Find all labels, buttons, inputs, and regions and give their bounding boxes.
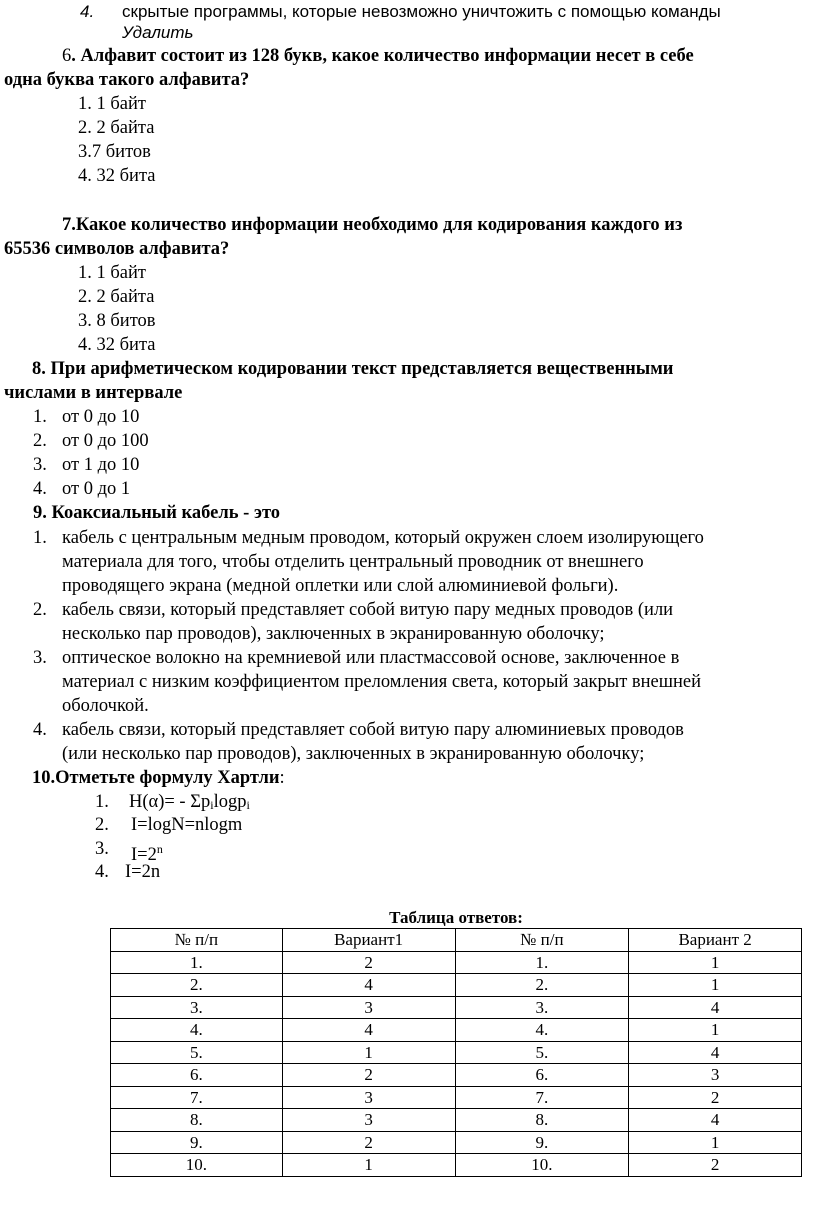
table-cell: 4. (455, 1019, 629, 1042)
table-cell: 1 (629, 951, 802, 974)
table-row (111, 1041, 802, 1064)
table-row (111, 1019, 802, 1042)
q9-option-text: (или несколько пар проводов), заключенных в экранированную оболочку; (62, 744, 645, 764)
q10-heading (32, 766, 285, 790)
q7-line1: 7.Какое количество информации необходимо для кодирования каждого из (62, 215, 683, 235)
q8-option-number: 3. (33, 455, 47, 475)
table-row (111, 1086, 802, 1109)
table-cell: 9. (455, 1131, 629, 1154)
q7-option: 2. 2 байта (78, 287, 155, 307)
q9-option-number: 1. (33, 528, 47, 548)
q9-option-text: материал с низким коэффициентом преломления света, который закрыт внешней (62, 672, 702, 692)
header-cell: Вариант1 (282, 929, 455, 952)
table-cell: 4. (111, 1019, 283, 1042)
table-cell: 4 (282, 1019, 455, 1042)
q4-number: 4. (80, 2, 95, 21)
table-cell: 6. (111, 1064, 283, 1087)
table-cell: 3. (455, 996, 629, 1019)
q10-option-number: 2. (95, 815, 109, 835)
table-cell: 3 (282, 1109, 455, 1132)
answers-table (110, 928, 802, 1177)
q8-option-text: от 0 до 100 (62, 431, 149, 451)
q10-title: 10.Отметьте формулу Хартли (32, 768, 280, 788)
table-cell: 4 (629, 1109, 802, 1132)
q9-option-text: оболочкой. (62, 696, 149, 716)
q9-option-text: материала для того, чтобы отделить центральный проводник от внешнего (62, 552, 644, 572)
q8-option-text: от 0 до 1 (62, 479, 131, 499)
table-row (111, 951, 802, 974)
table-cell: 7. (111, 1086, 283, 1109)
q6-option: 2. 2 байта (78, 118, 155, 138)
q9-option-number: 2. (33, 600, 47, 620)
q8-option-text: от 1 до 10 (62, 455, 140, 475)
q10-option-number: 3. (95, 839, 109, 859)
table-cell: 9. (111, 1131, 283, 1154)
table-cell: 2 (282, 951, 455, 974)
table-cell: 4 (282, 974, 455, 997)
table-cell: 3 (282, 1086, 455, 1109)
q8-option-text: от 0 до 10 (62, 407, 140, 427)
q7-option: 1. 1 байт (78, 263, 146, 283)
table-cell: 2 (629, 1086, 802, 1109)
table-cell: 1 (629, 1131, 802, 1154)
table-row (111, 1154, 802, 1177)
table-cell: 4 (629, 996, 802, 1019)
table-cell: 1. (455, 951, 629, 974)
q10-option-formula: $I=2^n$ (131, 842, 163, 865)
q9-option-text: кабель с центральным медным проводом, который окружен слоем изолирующего (62, 528, 704, 548)
q6-option: 1. 1 байт (78, 94, 146, 114)
table-cell: 7. (455, 1086, 629, 1109)
q9-option-text: проводящего экрана (медной оплетки или слой алюминиевой фольги). (62, 576, 619, 596)
q10-option-formula: $H(\alpha)= - \Sigma p_i\log p_i$ (129, 792, 250, 812)
answers-header-row (111, 929, 802, 952)
table-cell: 1 (629, 974, 802, 997)
q8-option-number: 4. (33, 479, 47, 499)
q6-number: 6 (62, 46, 72, 66)
q9-option-number: 3. (33, 648, 47, 668)
table-cell: 5. (455, 1041, 629, 1064)
table-cell: 4 (629, 1041, 802, 1064)
q6-heading (62, 44, 694, 68)
table-cell: 5. (111, 1041, 283, 1064)
q10-option-formula: I=2n (125, 862, 161, 882)
table-cell: 8. (111, 1109, 283, 1132)
q10-option-number: 1. (95, 792, 109, 812)
table-cell: 1 (282, 1041, 455, 1064)
q9-option-number: 4. (33, 720, 47, 740)
table-row (111, 1064, 802, 1087)
table-cell: 2 (629, 1154, 802, 1177)
q6-line1: . Алфавит состоит из 128 букв, какое количество информации несет в себе (71, 46, 694, 66)
table-cell: 2 (282, 1064, 455, 1087)
table-cell: 8. (455, 1109, 629, 1132)
q10-option-formula: I=logN=nlogm (131, 815, 243, 835)
q9-title: 9. Коаксиальный кабель - это (33, 503, 281, 523)
answers-body (111, 951, 802, 1176)
table-row (111, 1131, 802, 1154)
answers-caption: Таблица ответов: (389, 908, 523, 927)
q7-line2: 65536 символов алфавита? (4, 239, 230, 259)
table-row (111, 996, 802, 1019)
header-cell: Вариант 2 (629, 929, 802, 952)
table-cell: 2 (282, 1131, 455, 1154)
q6-option: 4. 32 бита (78, 166, 156, 186)
q9-option-text: несколько пар проводов), заключенных в экранированную оболочку; (62, 624, 605, 644)
table-cell: 3. (111, 996, 283, 1019)
table-cell: 2. (111, 974, 283, 997)
q6-option: 3.7 битов (78, 142, 151, 162)
table-cell: 10. (111, 1154, 283, 1177)
q10-option-number: 4. (95, 862, 109, 882)
table-cell: 1 (282, 1154, 455, 1177)
table-cell: 10. (455, 1154, 629, 1177)
q7-option: 4. 32 бита (78, 335, 156, 355)
q8-option-number: 1. (33, 407, 47, 427)
table-cell: 6. (455, 1064, 629, 1087)
table-row (111, 1109, 802, 1132)
table-cell: 3 (282, 996, 455, 1019)
table-cell: 1 (629, 1019, 802, 1042)
q4-text: скрытые программы, которые невозможно уничтожить с помощью команды (122, 2, 721, 21)
q9-option-text: кабель связи, который представляет собой витую пару медных проводов (или (62, 600, 674, 620)
table-cell: 1. (111, 951, 283, 974)
header-cell: № п/п (455, 929, 629, 952)
q8-line1: 8. При арифметическом кодировании текст представляется вещественными (32, 359, 674, 379)
table-cell: 2. (455, 974, 629, 997)
q6-line2: одна буква такого алфавита? (4, 70, 250, 90)
table-cell: 3 (629, 1064, 802, 1087)
q9-option-text: оптическое волокно на кремниевой или пластмассовой основе, заключенное в (62, 648, 680, 668)
q9-option-text: кабель связи, который представляет собой витую пару алюминиевых проводов (62, 720, 684, 740)
table-row (111, 974, 802, 997)
q8-line2: числами в интервале (4, 383, 183, 403)
q8-option-number: 2. (33, 431, 47, 451)
q7-option: 3. 8 битов (78, 311, 156, 331)
q4-command: Удалить (122, 23, 194, 42)
header-cell: № п/п (111, 929, 283, 952)
q10-colon: : (279, 768, 285, 788)
